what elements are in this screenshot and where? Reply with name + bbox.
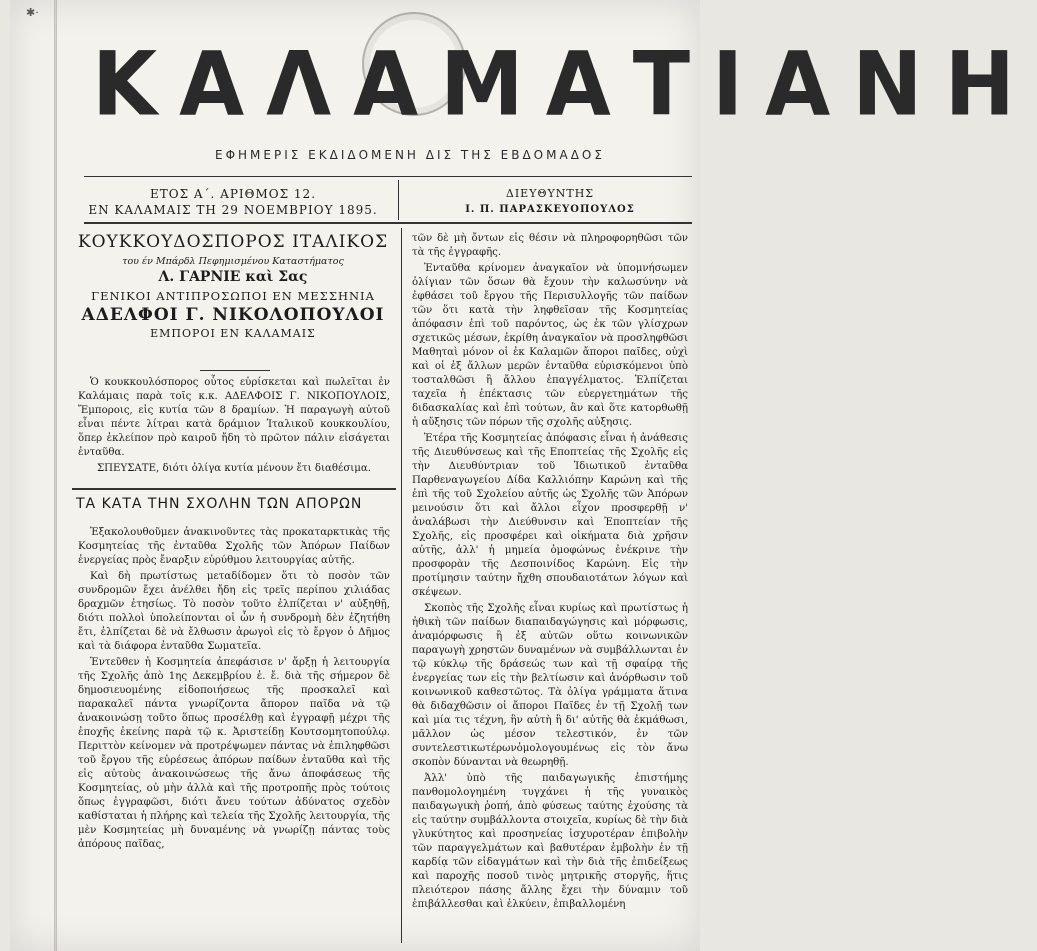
- ad-from-line: του έν Μπάρδλ Πεφημισμένου Καταστήματος: [122, 256, 344, 267]
- editor-label: ΔΙΕΥΘΥΝΤΗΣ: [505, 187, 595, 200]
- page-fold: [54, 0, 57, 951]
- header-divider: [398, 180, 399, 220]
- ad-body: [78, 376, 390, 478]
- article-paragraph: Ἐνταῦθα κρίνομεν ἀναγκαῖον νὰ ὑπομνήσωμεν ὀλίγιαν τῶν ὅσων θὰ ἔχουν τὴν καλωσύνην νὰ ἐφθάσει τοῦ ἔργου τῆς Περισυλλογῆς τῶν παίδων τῶν ὅτι κατὰ τὴν ληφθεῖσαν τῆς Κοσμητείας ἀπόφασιν ἐπὶ τοῦ παρόντος, ὡς ἐκ τῶν γλίσχρων σχετικῶς μέσων, ἐκρίθη ἀναγκαῖον νὰ προσληφθῶσι Μαθηταὶ μόνον οἱ ἐκ Καλαμῶν ἄποροι παῖδες, οὐχὶ καὶ οἱ ἐξ ἄλλων μερῶν ἐνταῦθα εὑρισκόμενοι ὑπὸ τοσταλθῶσι ἢ ἄλλου ἐπαγγέλματος. Ἐλπίζεται ταχεῖα ἡ ἐπέκτασις τῶν εὐεργετημάτων τῆς διδασκαλίας καὶ ἐπὶ τούτων, ἂν καὶ ὅτε κατορθωθῇ ἡ αὔξησις τῶν πόρων τῆς σχολῆς αὐξησις.: [412, 263, 688, 428]
- ad-brothers: ΑΔΕΛΦΟΙ Γ. ΝΙΚΟΛΟΠΟΥΛΟΙ: [81, 305, 385, 325]
- ad-reps: ΓΕΝΙΚΟΙ ΑΝΤΙΠΡΟΣΩΠΟΙ ΕΝ ΜΕΣΣΗΝΙΑ: [91, 289, 375, 303]
- editor-name: Ι. Π. ΠΑΡΑΣΚΕΥΟΠΟΥΛΟΣ: [465, 204, 635, 215]
- header-top-rule: [84, 176, 692, 177]
- column-divider: [401, 228, 402, 943]
- ad-firm: Λ. ΓΑΡΝΙΕ καὶ Σας: [158, 269, 308, 285]
- left-column-article: [78, 526, 390, 854]
- right-column-article: [412, 232, 688, 914]
- issue-info: [88, 186, 378, 218]
- corner-mark: ✱·: [26, 6, 39, 19]
- masthead-title: ΚΑΛΑΜΑΤΙΑΝΗ: [92, 32, 1037, 136]
- article-paragraph: Ἑτέρα τῆς Κοσμητείας ἀπόφασις εἶναι ἡ ἀνάθεσις τῆς Διευθύνσεως καὶ τῆς Εποπτείας τῆς Σχολῆς εἰς τὴν Διευθύντριαν τοῦ Ἰδιωτικοῦ ἐνταῦθα Παρθεναγωγείου Δίδα Καλλιόπην Καρώνη καὶ τῆς ἐπὶ τῆς τοῦ Σχολείου αὐτῆς ὡς Σχολῆς τῶν Ἀπόρων μεινούσιν ὅτι καὶ ἄλλοι εἶχον προσφερθῇ ν' ἀναλάβωσι τὴν Διεύθυνσιν καὶ Ἐποπτείαν τῆς Σχολῆς, εἰς προσφέρει καὶ οἰκήματα διὰ χρῆσιν αὐτῆς, ἀλλ' ἡ μημεία ὁμοφώνως ἐνέκρινε τὴν προσφορὰν τῆς Δεσποινίδος Καρώνη. Εἰς τὴν προτίμησιν ταύτην ἤχθη σπουδαιοτάτων λόγων καὶ σκέψεων.: [412, 433, 688, 598]
- ad-separator: [200, 370, 270, 371]
- editor-info: [408, 186, 692, 218]
- issue-date: ΕΝ ΚΑΛΑΜΑΙΣ ΤΗ 29 ΝΟΕΜΒΡΙΟΥ 1895.: [88, 203, 378, 217]
- ad-closing: ΣΠΕΥΣΑΤΕ, διότι ὀλίγα κυτία μένουν ἔτι διαθέσιμα.: [96, 463, 372, 474]
- section-separator: [72, 488, 396, 490]
- masthead-subtitle: ΕΦΗΜΕΡΙΣ ΕΚΔΙΔΟΜΕΝΗ ΔΙΣ ΤΗΣ ΕΒΔΟΜΑΔΟΣ: [215, 148, 605, 162]
- article-paragraph: Ἐξακολουθοῦμεν ἀνακινοῦντες τὰς προκαταρκτικὰς τῆς Κοσμητείας τῆς ἐνταῦθα Σχολῆς τῶν Ἀπόρων Παίδων ἐνεργείας πρὸς ἔναρξιν εὐρύθμου λειτουργίας αὐτῆς.: [78, 527, 390, 566]
- article-paragraph: Ἀλλ' ὑπὸ τῆς παιδαγωγικῆς ἐπιστήμης πανθομολογημένη τυγχάνει ἡ τῆς γυναικὸς παιδαγωγικὴ ῥοπή, ἀπὸ φύσεως ταύτης ἐχούσης τὰ εἰς ταύτην συμβάλλοντα στοιχεῖα, κυρίως δὲ τὴν διὰ γλυκύτητος καὶ προσηνείας ἰσχυροτέραν ἐπιβολὴν τῶν παραγγελμάτων καὶ βαθυτέραν ἐμβολὴν ἐν τῇ καρδίᾳ τῶν εἰδαγμάτων καὶ τὴν διὰ τῆς ἐπιδείξεως καὶ παροχῆς ποσοῦ τινὸς μητρικῆς στοργῆς, ἥτις πλειότερον πάσης ἄλλης ἔχει τὴν δύναμιν τοῦ ἐπιβάλλεσθαι καὶ ἑλκύειν, ἐπιβαλλομένη: [412, 773, 688, 910]
- advertisement: [72, 232, 394, 340]
- article-paragraph: Καὶ δὴ πρωτίστως μεταδίδομεν ὅτι τὸ ποσὸν τῶν συνδρομῶν ἔχει ἀνέλθει ἤδη εἰς τρεῖς περίπου χιλιάδας δραχμῶν ἐτησίως. Τὸ ποσὸν τοῦτο ἐλπίζεται ν' αὐξηθῇ, διότι πολλοὶ ὑπολείπονται οἱ ὧν ἡ συνδρομὴ δὲν ἐζητήθη ἔτι, ἐλπίζεται δὲ νὰ ἔλθωσιν ἀρωγοὶ εἰς τὸ ἔργον ὁ Δῆμος καὶ τὰ διάφορα ἐνταῦθα Σωματεῖα.: [78, 571, 390, 652]
- issue-number: ΕΤΟΣ Α΄. ΑΡΙΘΜΟΣ 12.: [149, 187, 317, 201]
- ad-body-text: Ὁ κουκκουλόσπορος οὗτος εὑρίσκεται καὶ πωλεῖται ἐν Καλάμαις παρὰ τοῖς κ.κ. ΑΔΕΛΦΟΙΣ Γ. ΝΙΚΟΠΟΥΛΟΙΣ, Ἔμποροις, εἰς κυτία τῶν 8 δραμίων. Ἡ παραγωγὴ αὐτοῦ εἶναι πέντε λίτραι κατὰ δράμιον Ἰταλικοῦ κουκκουλίου, ὅπερ ἐκλείπον πρὸ καιροῦ ἤδη τὸ πρῶτον πάλιν εἰσάγεται ἐνταῦθα.: [78, 377, 390, 458]
- section-title: ΤΑ ΚΑΤΑ ΤΗΝ ΣΧΟΛΗΝ ΤΩΝ ΑΠΟΡΩΝ: [76, 496, 363, 512]
- ad-merchants: ΕΜΠΟΡΟΙ ΕΝ ΚΑΛΑΜΑΙΣ: [150, 327, 316, 340]
- article-paragraph: Ἐντεῦθεν ἡ Κοσμητεία ἀπεφάσισε ν' ἄρξῃ ἡ λειτουργία τῆς Σχολῆς ἀπὸ 1ης Δεκεμβρίου ἐ. ἔ. διὰ τῆς σήμερον δὲ δημοσιευομένης εἰδοποιήσεως τῆς προσκαλεῖ καὶ παρακαλεῖ πάντα γνωρίζοντα ἄπορον παῖδα νὰ τῷ ἀνακοινώσῃ τοῦτο ὅπως προσέλθῃ καὶ ἐγγραφῇ μέχρι τῆς ἐποχῆς ἐκείνης παρὰ τῷ κ. Ἀριστείδῃ Κουτσομητοπούλῳ. Περιττὸν κείνομεν νὰ προτρέψωμεν πάντας νὰ ἐπιληφθῶσι τοῦ ἔργου τῆς εὑρέσεως ἀπόρων παίδων ἐνταῦθα καὶ τῆς εἰς αὐτοὺς ἀνακοινώσεως τῆς ἄνω ἀποφάσεως τῆς Κοσμητείας, οὐ μὴν ἀλλὰ καὶ τῆς προτροπῆς πρὸς τούτοις ὅπως ἐγγραφῶσι, διότι ἄνευ τούτων ἀδύνατος σχεδὸν καθίσταται ἡ πλήρης καὶ τελεία τῆς Σχολῆς λειτουργία, τῆς μὲν Κοσμητείας μὴ δυναμένης νὰ γνωρίζῃ πάντας τοὺς ἀπόρους παῖδας,: [78, 657, 390, 850]
- article-paragraph: τῶν δὲ μὴ ὄντων εἰς θέσιν νὰ πληροφορηθῶσι τῶν τὰ τῆς ἐγγραφῆς.: [412, 233, 688, 258]
- header-bottom-rule: [84, 222, 692, 224]
- article-paragraph: Σκοπὸς τῆς Σχολῆς εἶναι κυρίως καὶ πρωτίστως ἡ ἠθικὴ τῶν παίδων διαπαιδαγώγησις καὶ μόρφωσις, ἀναμόρφωσις ἢ ἐξ αὐτῶν οὕτω κοινωνικῶν παραγωγὴ χρηστῶν δυναμένων νὰ συμβάλλωνται ἐν τῷ κύκλῳ τῆς δράσεώς των καὶ τῇ σφαίρᾳ τῆς ἐνεργείας των εἰς τὴν βελτίωσιν καὶ ἀνόρθωσιν τοῦ κοινωνικοῦ καθεστῶτος. Τὰ ὀλίγα γράμματα ἅτινα θὰ διδαχθῶσιν οἱ ἄποροι Παῖδες ἐν τῇ Σχολῇ των καὶ μία τις τέχνη, ἣν αὐτὴ ἢ δι' αὐτῆς θὰ ἐκμάθωσι, μᾶλλον ὡς μέσον τελεστικόν, ἐν τῶν συντελεστικωτέρωνὁμολογουμένως εἰς τὸν ἄνω σκοπὸν δύνανται νὰ θεωρηθῇ.: [412, 603, 688, 768]
- ad-headline: ΚΟΥΚΚΟΥΔΟΣΠΟΡΟΣ ΙΤΑΛΙΚΟΣ: [77, 232, 389, 252]
